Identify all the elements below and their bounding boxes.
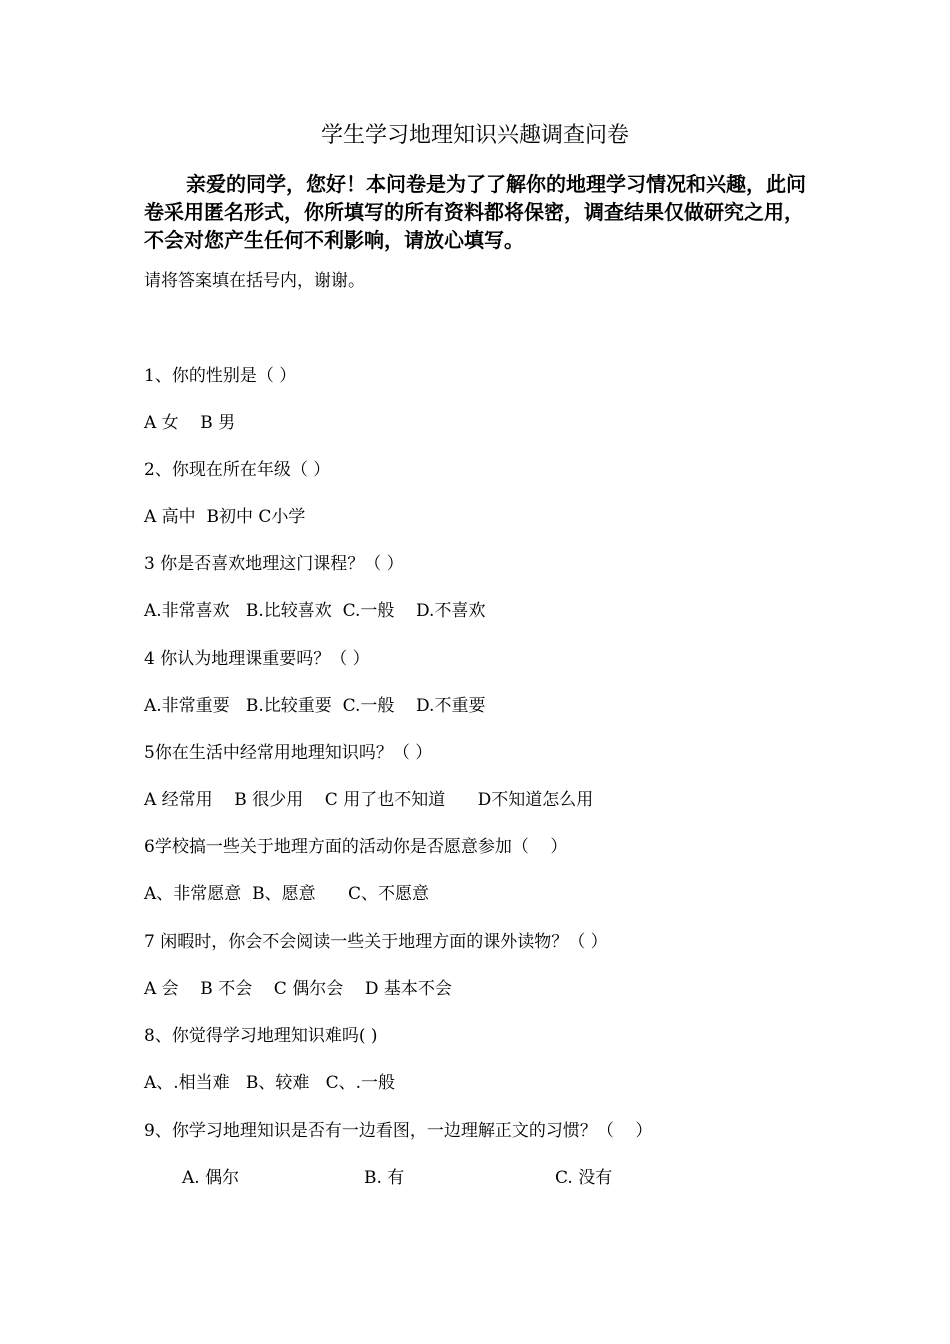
question-4-options: A.非常重要 B.比较重要 C.一般 D.不重要 (144, 696, 486, 716)
question-3-options: A.非常喜欢 B.比较喜欢 C.一般 D.不喜欢 (144, 601, 486, 621)
question-9-option-c: C. 没有 (555, 1168, 613, 1188)
question-2: 2、你现在所在年级（ ） (144, 460, 331, 480)
question-3: 3 你是否喜欢地理这门课程？（ ） (144, 554, 404, 574)
question-9-option-a: A. 偶尔 (182, 1168, 240, 1188)
intro-paragraph (144, 170, 814, 254)
instruction-text: 请将答案填在括号内，谢谢。 (144, 271, 365, 291)
question-9: 9、你学习地理知识是否有一边看图，一边理解正文的习惯？（ ） (144, 1121, 653, 1141)
question-2-options: A 高中 B初中 C小学 (144, 507, 306, 527)
intro-text: 亲爱的同学，您好！本问卷是为了了解你的地理学习情况和兴趣，此问卷采用匿名形式，你所填写的所有资料都将保密，调查结果仅做研究之用，不会对您产生任何不利影响，请放心填写。 (144, 172, 806, 252)
question-5: 5你在生活中经常用地理知识吗？（ ） (144, 743, 433, 763)
page-title: 学生学习地理知识兴趣调查问卷 (320, 123, 629, 148)
question-5-options: A 经常用 B 很少用 C 用了也不知道 D不知道怎么用 (144, 790, 594, 810)
question-8: 8、你觉得学习地理知识难吗( ) (144, 1026, 378, 1046)
question-6: 6学校搞一些关于地理方面的活动你是否愿意参加（ ） (144, 837, 568, 857)
question-9-option-b: B. 有 (364, 1168, 405, 1188)
question-1-options: A 女 B 男 (144, 413, 236, 433)
question-4: 4 你认为地理课重要吗？（ ） (144, 649, 370, 669)
question-6-options: A、非常愿意 B、愿意 C、不愿意 (144, 884, 430, 904)
question-7: 7 闲暇时，你会不会阅读一些关于地理方面的课外读物？（ ） (144, 932, 608, 952)
question-1: 1、你的性别是（ ） (144, 366, 297, 386)
question-7-options: A 会 B 不会 C 偶尔会 D 基本不会 (144, 979, 452, 999)
question-8-options: A、.相当难 B、较难 C、.一般 (144, 1073, 396, 1093)
